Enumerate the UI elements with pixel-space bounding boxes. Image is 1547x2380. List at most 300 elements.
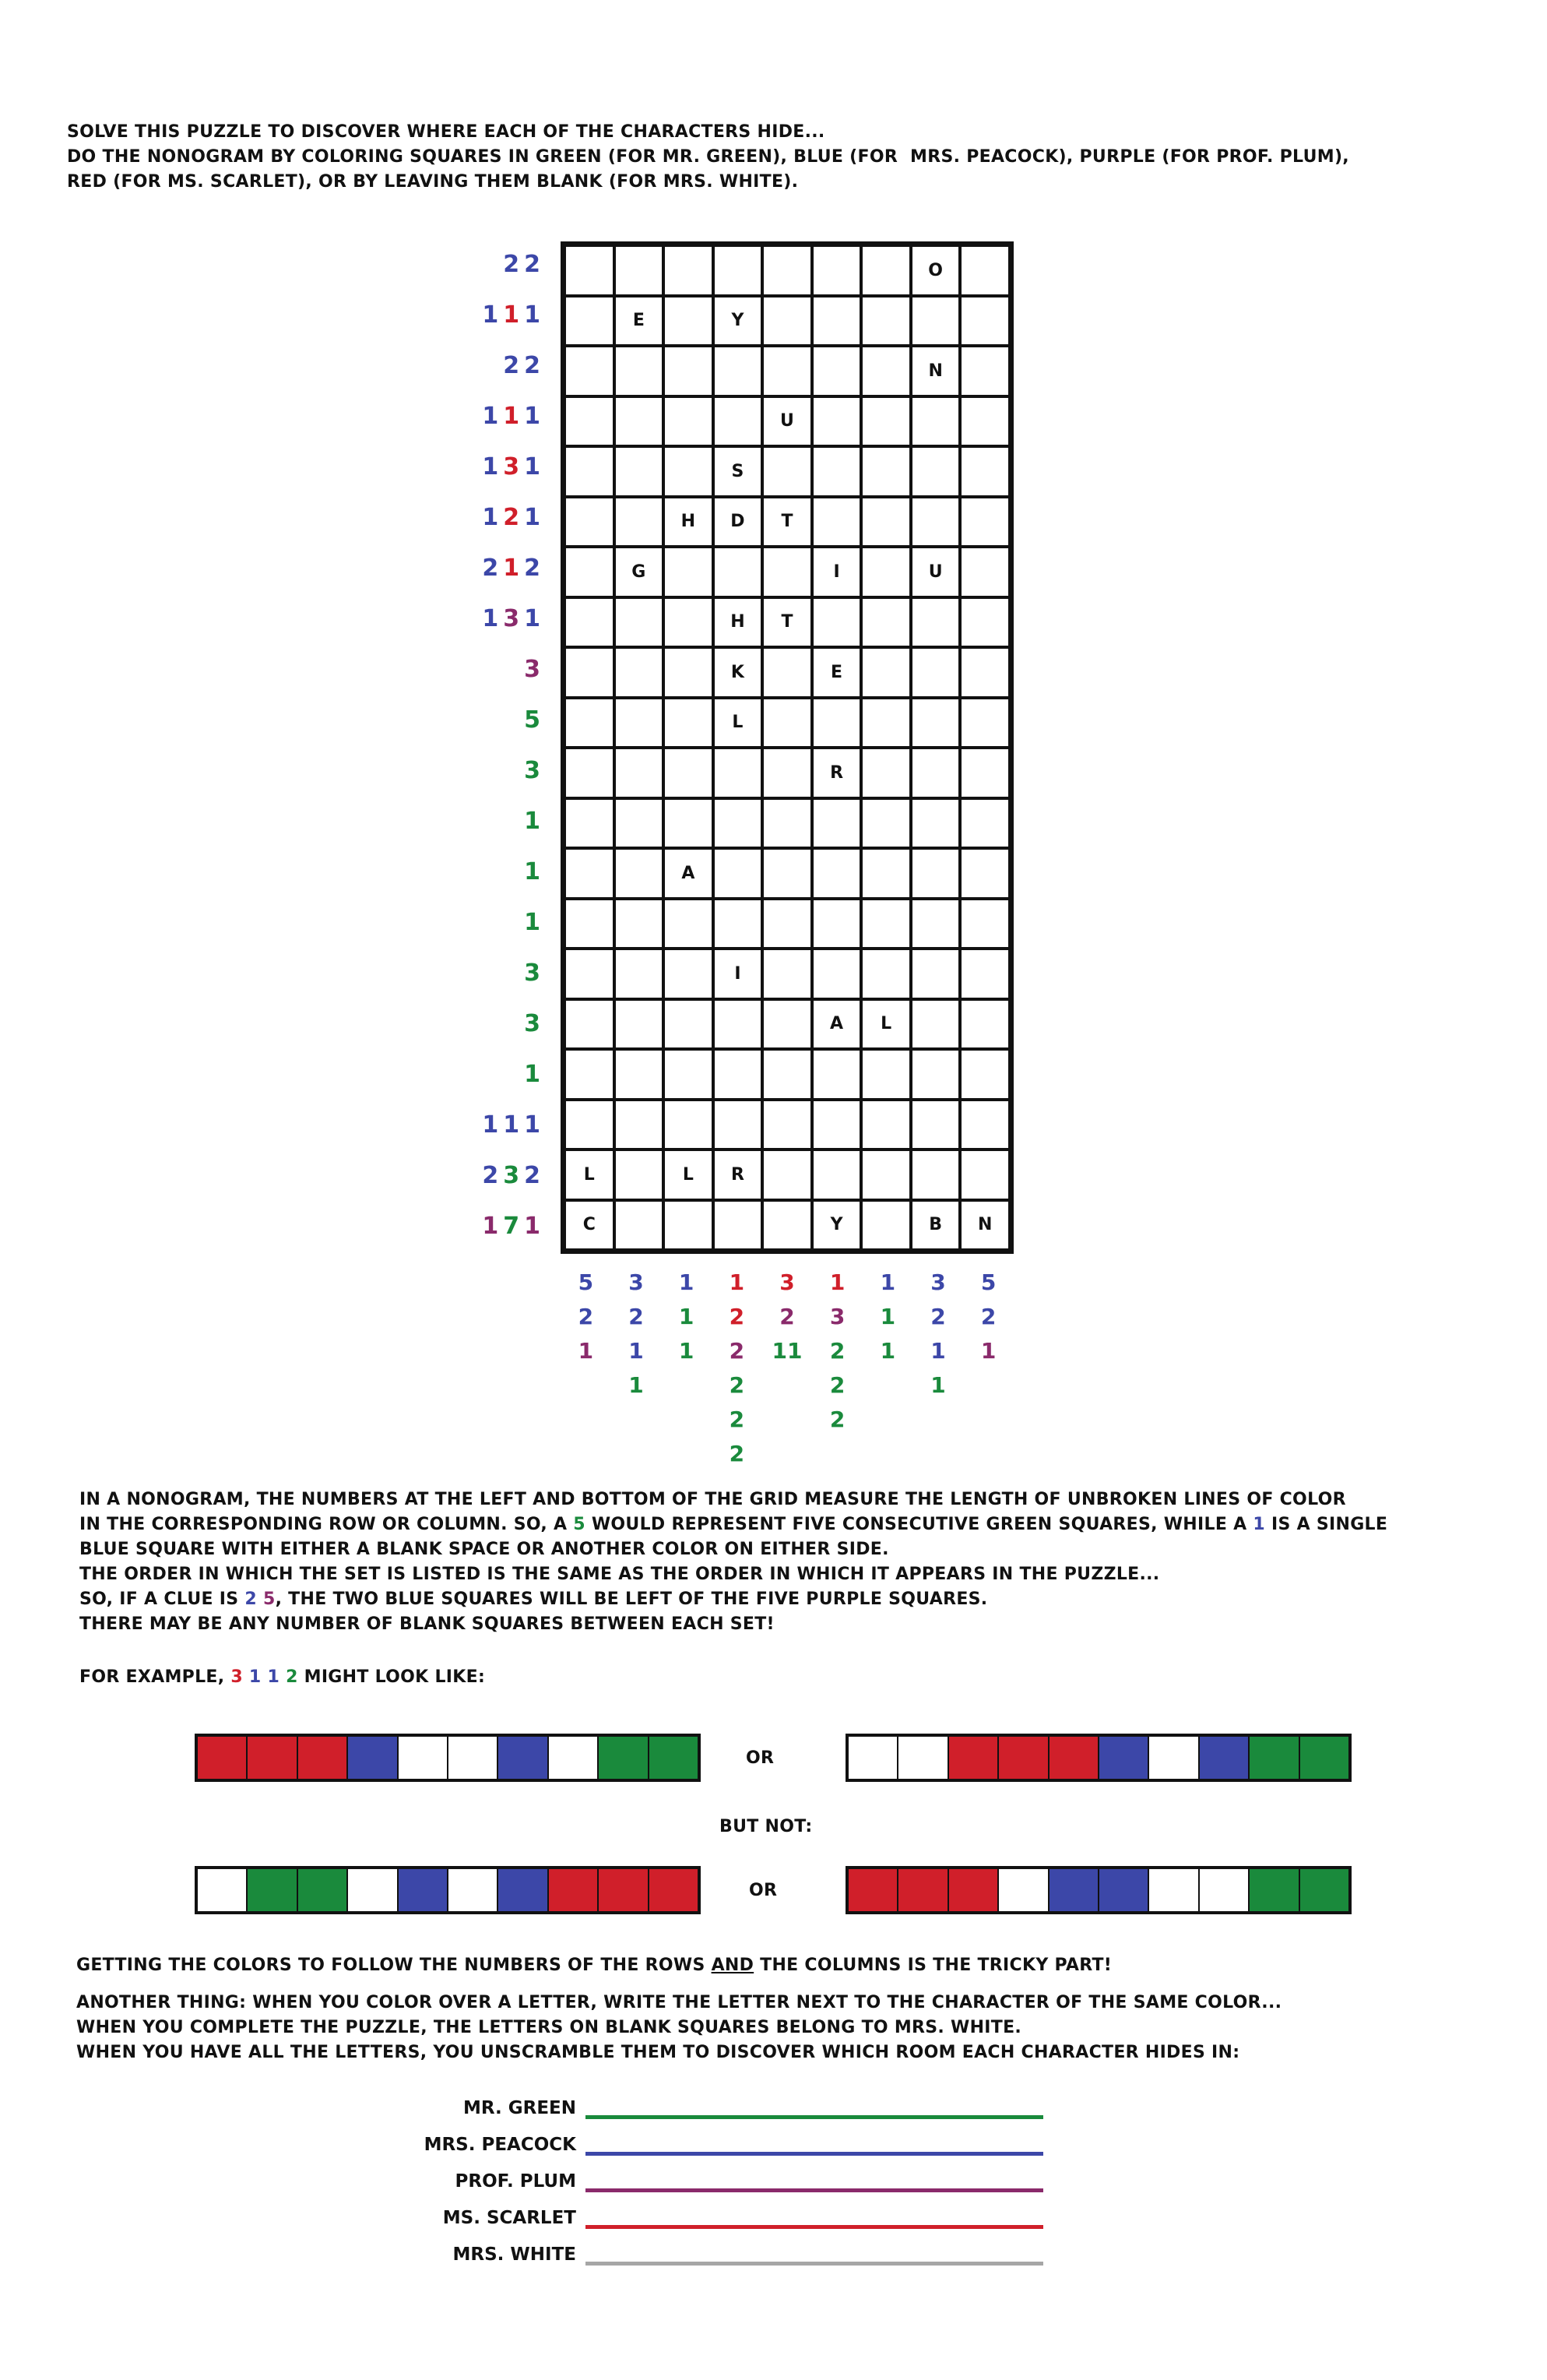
- grid-cell[interactable]: [911, 949, 961, 999]
- clue-number: 1: [503, 301, 525, 329]
- grid-cell[interactable]: [762, 748, 812, 798]
- grid-cell[interactable]: [861, 1100, 911, 1150]
- grid-cell[interactable]: [812, 1049, 862, 1100]
- strip-square: [599, 1737, 649, 1779]
- grid-cell[interactable]: T: [762, 597, 812, 648]
- grid-cell[interactable]: H: [713, 597, 763, 648]
- grid-cell[interactable]: [663, 296, 713, 347]
- example-text: MIGHT LOOK LIKE:: [297, 1667, 486, 1687]
- strip-square: [949, 1869, 999, 1911]
- grid-cell[interactable]: [614, 597, 664, 648]
- strip-square: [1149, 1869, 1199, 1911]
- grid-cell[interactable]: [960, 245, 1010, 296]
- strip-square: [348, 1737, 398, 1779]
- column-clue-number: 5: [980, 1269, 997, 1295]
- explanation-text: WOULD REPRESENT FIVE CONSECUTIVE GREEN SQUARES, WHILE A: [585, 1515, 1253, 1534]
- blue-number: 2: [244, 1590, 257, 1609]
- clue-number: 1: [482, 605, 504, 632]
- grid-cell[interactable]: [564, 245, 614, 296]
- column-clue-number: 2: [729, 1441, 745, 1466]
- grid-cell[interactable]: L: [564, 1150, 614, 1200]
- column-clue-number: 2: [980, 1304, 997, 1329]
- strip-square: [949, 1737, 999, 1779]
- tricky-note: [76, 1953, 1112, 1978]
- clue-number: 2: [482, 1162, 504, 1189]
- grid-cell[interactable]: [861, 949, 911, 999]
- grid-cell[interactable]: [762, 1100, 812, 1150]
- grid-cell[interactable]: [614, 497, 664, 547]
- grid-cell[interactable]: [861, 547, 911, 597]
- grid-cell[interactable]: [663, 245, 713, 296]
- grid-cell[interactable]: [911, 446, 961, 497]
- grid-cell[interactable]: [713, 999, 763, 1050]
- grid-cell[interactable]: [861, 396, 911, 447]
- grid-cell[interactable]: [762, 1150, 812, 1200]
- grid-cell[interactable]: Y: [812, 1200, 862, 1251]
- grid-cell[interactable]: [713, 899, 763, 949]
- grid-cell[interactable]: [960, 497, 1010, 547]
- strip-square: [999, 1737, 1049, 1779]
- grid-cell[interactable]: [713, 547, 763, 597]
- grid-cell[interactable]: Y: [713, 296, 763, 347]
- grid-cell[interactable]: [564, 698, 614, 748]
- grid-cell[interactable]: [564, 999, 614, 1050]
- clue-number: 1: [524, 808, 545, 835]
- grid-cell[interactable]: G: [614, 547, 664, 597]
- grid-cell[interactable]: [812, 346, 862, 396]
- grid-cell[interactable]: [762, 296, 812, 347]
- grid-cell[interactable]: [911, 999, 961, 1050]
- grid-cell[interactable]: [861, 1200, 911, 1251]
- green-number: 2: [286, 1667, 298, 1687]
- grid-cell[interactable]: [713, 1200, 763, 1251]
- column-clue-number: 2: [829, 1407, 846, 1432]
- grid-cell[interactable]: [960, 848, 1010, 899]
- grid-cell[interactable]: [861, 1049, 911, 1100]
- grid-cell[interactable]: R: [812, 748, 862, 798]
- grid-cell[interactable]: [663, 899, 713, 949]
- grid-cell[interactable]: [812, 497, 862, 547]
- red-number: 3: [230, 1667, 243, 1687]
- strip-square: [898, 1737, 948, 1779]
- explanation-line-1: IN A NONOGRAM, THE NUMBERS AT THE LEFT AND BOTTOM OF THE GRID MEASURE THE LENGTH OF UNBROKEN LINES OF COLOR: [79, 1490, 1346, 1509]
- grid-cell[interactable]: H: [663, 497, 713, 547]
- grid-cell[interactable]: [564, 748, 614, 798]
- explanation-line-3: BLUE SQUARE WITH EITHER A BLANK SPACE OR ANOTHER COLOR ON EITHER SIDE.: [79, 1540, 889, 1559]
- grid-cell[interactable]: [713, 798, 763, 849]
- grid-cell[interactable]: [960, 396, 1010, 447]
- grid-cell[interactable]: [663, 647, 713, 698]
- grid-cell[interactable]: E: [614, 296, 664, 347]
- grid-cell[interactable]: [614, 346, 664, 396]
- grid-cell[interactable]: R: [713, 1150, 763, 1200]
- clue-number: 2: [503, 504, 525, 531]
- grid-cell[interactable]: [614, 1100, 664, 1150]
- clue-number: 1: [482, 1111, 504, 1139]
- clue-number: 2: [503, 352, 525, 379]
- answer-line[interactable]: [585, 2115, 1043, 2119]
- grid-cell[interactable]: [614, 798, 664, 849]
- grid-cell[interactable]: [564, 647, 614, 698]
- grid-cell[interactable]: [960, 949, 1010, 999]
- grid-cell[interactable]: [911, 698, 961, 748]
- grid-cell[interactable]: [663, 1200, 713, 1251]
- grid-cell[interactable]: [564, 346, 614, 396]
- grid-cell[interactable]: [960, 899, 1010, 949]
- grid-cell[interactable]: [663, 1100, 713, 1150]
- strip-square: [248, 1869, 297, 1911]
- grid-cell[interactable]: [663, 999, 713, 1050]
- grid-cell[interactable]: [614, 446, 664, 497]
- column-clue-number: 2: [779, 1304, 795, 1329]
- grid-cell[interactable]: N: [911, 346, 961, 396]
- strip-square: [1250, 1869, 1299, 1911]
- clue-number: 1: [524, 1061, 545, 1088]
- tricky-text: THE COLUMNS IS THE TRICKY PART!: [754, 1956, 1113, 1975]
- grid-cell[interactable]: T: [762, 497, 812, 547]
- grid-cell[interactable]: [861, 446, 911, 497]
- strip-square: [849, 1737, 898, 1779]
- purple-number: 5: [262, 1590, 276, 1609]
- intro-line-2: DO THE NONOGRAM BY COLORING SQUARES IN GREEN (FOR MR. GREEN), BLUE (FOR MRS. PEACOCK), PURPLE (FOR PROF. PLUM),: [67, 147, 1349, 167]
- clue-number: 2: [524, 1162, 545, 1189]
- grid-cell[interactable]: [960, 1100, 1010, 1150]
- grid-cell[interactable]: [762, 1049, 812, 1100]
- grid-cell[interactable]: [911, 798, 961, 849]
- grid-cell[interactable]: [861, 798, 911, 849]
- row-clue: [436, 1111, 545, 1139]
- strip-square: [1300, 1737, 1348, 1779]
- grid-cell[interactable]: [812, 396, 862, 447]
- grid-cell[interactable]: [564, 1100, 614, 1150]
- answer-label: PROF. PLUM: [455, 2171, 576, 2192]
- grid-cell[interactable]: [713, 245, 763, 296]
- grid-cell[interactable]: [713, 346, 763, 396]
- column-clue-number: 1: [930, 1338, 946, 1364]
- grid-cell[interactable]: [663, 949, 713, 999]
- strip-square: [1049, 1737, 1099, 1779]
- grid-cell[interactable]: [861, 245, 911, 296]
- grid-cell[interactable]: [614, 1200, 664, 1251]
- grid-cell[interactable]: [762, 647, 812, 698]
- column-clue-number: 11: [772, 1338, 803, 1364]
- answer-label: MS. SCARLET: [442, 2208, 576, 2228]
- column-clue-number: 2: [729, 1338, 745, 1364]
- grid-cell[interactable]: [564, 296, 614, 347]
- grid-cell[interactable]: [812, 949, 862, 999]
- grid-cell[interactable]: [762, 245, 812, 296]
- clue-number: 1: [524, 301, 545, 329]
- grid-cell[interactable]: [663, 396, 713, 447]
- grid-cell[interactable]: [960, 647, 1010, 698]
- row-clue: [436, 504, 545, 531]
- grid-cell[interactable]: [663, 698, 713, 748]
- strip-square: [448, 1737, 498, 1779]
- clue-number: 1: [524, 1213, 545, 1240]
- instruction-line-3: WHEN YOU HAVE ALL THE LETTERS, YOU UNSCRAMBLE THEM TO DISCOVER WHICH ROOM EACH CHARACTER HIDES IN:: [76, 2043, 1240, 2062]
- grid-cell[interactable]: [911, 1049, 961, 1100]
- clue-number: 5: [524, 706, 545, 734]
- grid-cell[interactable]: [911, 1150, 961, 1200]
- grid-cell[interactable]: [614, 1049, 664, 1100]
- answer-label: MR. GREEN: [462, 2098, 576, 2118]
- grid-cell[interactable]: [614, 1150, 664, 1200]
- grid-cell[interactable]: [911, 1100, 961, 1150]
- column-clue-number: 2: [578, 1304, 594, 1329]
- grid-cell[interactable]: [713, 1100, 763, 1150]
- grid-cell[interactable]: [614, 698, 664, 748]
- strip-square: [599, 1869, 649, 1911]
- grid-cell[interactable]: B: [911, 1200, 961, 1251]
- clue-number: 1: [524, 605, 545, 632]
- explanation-line-5: [79, 1587, 987, 1612]
- grid-cell[interactable]: [564, 597, 614, 648]
- grid-cell[interactable]: [564, 547, 614, 597]
- grid-cell[interactable]: [960, 1049, 1010, 1100]
- row-clue: [436, 959, 545, 987]
- grid-cell[interactable]: [663, 346, 713, 396]
- grid-cell[interactable]: [911, 597, 961, 648]
- grid-cell[interactable]: [812, 296, 862, 347]
- column-clue-number: 1: [880, 1338, 896, 1364]
- example-text: FOR EXAMPLE,: [79, 1667, 231, 1687]
- explanation-text: IN THE CORRESPONDING ROW OR COLUMN. SO, A: [79, 1515, 574, 1534]
- clue-number: 3: [524, 757, 545, 784]
- grid-cell[interactable]: [614, 396, 664, 447]
- strip-square: [649, 1869, 698, 1911]
- column-clue-number: 1: [930, 1372, 946, 1398]
- column-clue-number: 2: [829, 1338, 846, 1364]
- row-clue: [436, 1010, 545, 1037]
- column-clue-number: 1: [678, 1304, 694, 1329]
- strip-square: [248, 1737, 297, 1779]
- row-clue: [436, 858, 545, 885]
- grid-cell[interactable]: [960, 999, 1010, 1050]
- grid-cell[interactable]: [960, 547, 1010, 597]
- row-clue: [436, 909, 545, 936]
- row-clue: [436, 757, 545, 784]
- grid-cell[interactable]: [960, 798, 1010, 849]
- clue-number: 1: [503, 403, 525, 430]
- grid-cell[interactable]: [762, 949, 812, 999]
- grid-cell[interactable]: [812, 1100, 862, 1150]
- explanation-text: SO, IF A CLUE IS: [79, 1590, 245, 1609]
- grid-cell[interactable]: [564, 446, 614, 497]
- grid-cell[interactable]: [663, 597, 713, 648]
- grid-cell[interactable]: [614, 899, 664, 949]
- grid-cell[interactable]: [812, 798, 862, 849]
- instruction-line-2: WHEN YOU COMPLETE THE PUZZLE, THE LETTERS ON BLANK SQUARES BELONG TO MRS. WHITE.: [76, 2018, 1022, 2037]
- grid-cell[interactable]: [911, 848, 961, 899]
- grid-cell[interactable]: [911, 296, 961, 347]
- grid-cell[interactable]: [861, 296, 911, 347]
- grid-cell[interactable]: [762, 798, 812, 849]
- clue-number: 3: [503, 1162, 525, 1189]
- column-clue-number: 3: [628, 1269, 644, 1295]
- answer-line[interactable]: [585, 2262, 1043, 2266]
- grid-cell[interactable]: [911, 497, 961, 547]
- column-clue-number: 1: [628, 1372, 644, 1398]
- strip-square: [399, 1869, 448, 1911]
- grid-cell[interactable]: [812, 899, 862, 949]
- grid-cell[interactable]: [614, 848, 664, 899]
- grid-cell[interactable]: [960, 446, 1010, 497]
- column-clue-number: 2: [729, 1407, 745, 1432]
- clue-number: 1: [503, 555, 525, 582]
- strip-square: [198, 1869, 248, 1911]
- column-clue-number: 2: [930, 1304, 946, 1329]
- answer-line[interactable]: [585, 2225, 1043, 2229]
- grid-cell[interactable]: [960, 1150, 1010, 1200]
- grid-cell[interactable]: [861, 346, 911, 396]
- grid-cell[interactable]: [713, 1049, 763, 1100]
- underlined-and: AND: [711, 1956, 754, 1975]
- column-clue-number: 3: [779, 1269, 795, 1295]
- intro-line-1: SOLVE THIS PUZZLE TO DISCOVER WHERE EACH OF THE CHARACTERS HIDE...: [67, 122, 825, 142]
- grid-cell[interactable]: [861, 899, 911, 949]
- grid-cell[interactable]: [911, 647, 961, 698]
- strip-square: [1149, 1737, 1199, 1779]
- clue-number: 1: [503, 1111, 525, 1139]
- grid-cell[interactable]: [762, 698, 812, 748]
- grid-cell[interactable]: [663, 798, 713, 849]
- grid-cell[interactable]: [960, 698, 1010, 748]
- grid-cell[interactable]: [614, 949, 664, 999]
- grid-cell[interactable]: [564, 497, 614, 547]
- grid-cell[interactable]: [713, 396, 763, 447]
- grid-cell[interactable]: [812, 1150, 862, 1200]
- grid-cell[interactable]: [960, 346, 1010, 396]
- grid-cell[interactable]: C: [564, 1200, 614, 1251]
- row-clue: [436, 301, 545, 329]
- example-strip-invalid-1: [195, 1866, 701, 1914]
- grid-cell[interactable]: O: [911, 245, 961, 296]
- grid-cell[interactable]: N: [960, 1200, 1010, 1251]
- strip-square: [198, 1737, 248, 1779]
- row-clue: [436, 656, 545, 683]
- answer-line[interactable]: [585, 2152, 1043, 2156]
- grid-cell[interactable]: I: [812, 547, 862, 597]
- grid-cell[interactable]: [614, 999, 664, 1050]
- grid-cell[interactable]: A: [663, 848, 713, 899]
- column-clue-number: 3: [930, 1269, 946, 1295]
- grid-cell[interactable]: [960, 296, 1010, 347]
- grid-cell[interactable]: [564, 798, 614, 849]
- strip-square: [849, 1869, 898, 1911]
- grid-cell[interactable]: [861, 497, 911, 547]
- or-label: OR: [749, 1881, 778, 1900]
- row-clue: [436, 453, 545, 481]
- nonogram-grid: [561, 241, 1014, 1254]
- explanation-text: , THE TWO BLUE SQUARES WILL BE LEFT OF THE FIVE PURPLE SQUARES.: [275, 1590, 988, 1609]
- grid-cell[interactable]: [911, 396, 961, 447]
- strip-square: [348, 1869, 398, 1911]
- grid-cell[interactable]: [861, 748, 911, 798]
- grid-cell[interactable]: [614, 647, 664, 698]
- grid-cell[interactable]: [614, 748, 664, 798]
- clue-number: 1: [524, 504, 545, 531]
- grid-cell[interactable]: [911, 899, 961, 949]
- grid-cell[interactable]: [564, 848, 614, 899]
- grid-cell[interactable]: [812, 245, 862, 296]
- grid-cell[interactable]: [713, 748, 763, 798]
- grid-cell[interactable]: [713, 848, 763, 899]
- example-strip-valid-2: [846, 1734, 1352, 1782]
- grid-cell[interactable]: K: [713, 647, 763, 698]
- row-clue: [436, 808, 545, 835]
- grid-cell[interactable]: A: [812, 999, 862, 1050]
- grid-cell[interactable]: [663, 748, 713, 798]
- grid-cell[interactable]: U: [911, 547, 961, 597]
- grid-cell[interactable]: [762, 899, 812, 949]
- grid-cell[interactable]: [663, 547, 713, 597]
- grid-cell[interactable]: [762, 547, 812, 597]
- grid-cell[interactable]: [564, 1049, 614, 1100]
- grid-cell[interactable]: [614, 245, 664, 296]
- clue-number: 1: [482, 504, 504, 531]
- grid-cell[interactable]: [564, 949, 614, 999]
- grid-cell[interactable]: U: [762, 396, 812, 447]
- grid-cell[interactable]: [861, 848, 911, 899]
- clue-number: 1: [524, 453, 545, 481]
- grid-cell[interactable]: [911, 748, 961, 798]
- grid-cell[interactable]: [960, 597, 1010, 648]
- grid-cell[interactable]: L: [663, 1150, 713, 1200]
- row-clue: [436, 1162, 545, 1189]
- strip-square: [498, 1869, 548, 1911]
- grid-cell[interactable]: [762, 1200, 812, 1251]
- grid-cell[interactable]: [663, 1049, 713, 1100]
- grid-cell[interactable]: L: [861, 999, 911, 1050]
- grid-cell[interactable]: [564, 396, 614, 447]
- column-clue-number: 1: [980, 1338, 997, 1364]
- grid-cell[interactable]: [812, 597, 862, 648]
- clue-number: 2: [524, 555, 545, 582]
- clue-number: 1: [482, 453, 504, 481]
- row-clue: [436, 1061, 545, 1088]
- grid-cell[interactable]: L: [713, 698, 763, 748]
- grid-cell[interactable]: [812, 848, 862, 899]
- grid-cell[interactable]: E: [812, 647, 862, 698]
- grid-cell[interactable]: D: [713, 497, 763, 547]
- grid-cell[interactable]: [762, 848, 812, 899]
- grid-cell[interactable]: [762, 346, 812, 396]
- clue-number: 1: [482, 403, 504, 430]
- grid-cell[interactable]: [663, 446, 713, 497]
- answer-label: MRS. PEACOCK: [424, 2135, 576, 2155]
- grid-cell[interactable]: [861, 597, 911, 648]
- grid-cell[interactable]: [861, 698, 911, 748]
- example-strip-valid-1: [195, 1734, 701, 1782]
- grid-cell[interactable]: S: [713, 446, 763, 497]
- grid-cell[interactable]: [861, 647, 911, 698]
- grid-cell[interactable]: [762, 446, 812, 497]
- grid-cell[interactable]: [564, 899, 614, 949]
- answer-line[interactable]: [585, 2188, 1043, 2192]
- grid-cell[interactable]: I: [713, 949, 763, 999]
- clue-number: 3: [524, 959, 545, 987]
- clue-number: 1: [524, 858, 545, 885]
- grid-cell[interactable]: [812, 446, 862, 497]
- column-clue-number: 1: [678, 1338, 694, 1364]
- strip-square: [448, 1869, 498, 1911]
- grid-cell[interactable]: [762, 999, 812, 1050]
- grid-cell[interactable]: [812, 698, 862, 748]
- clue-number: 3: [503, 605, 525, 632]
- grid-cell[interactable]: [861, 1150, 911, 1200]
- explanation-line-2: [79, 1512, 1387, 1537]
- grid-cell[interactable]: [960, 748, 1010, 798]
